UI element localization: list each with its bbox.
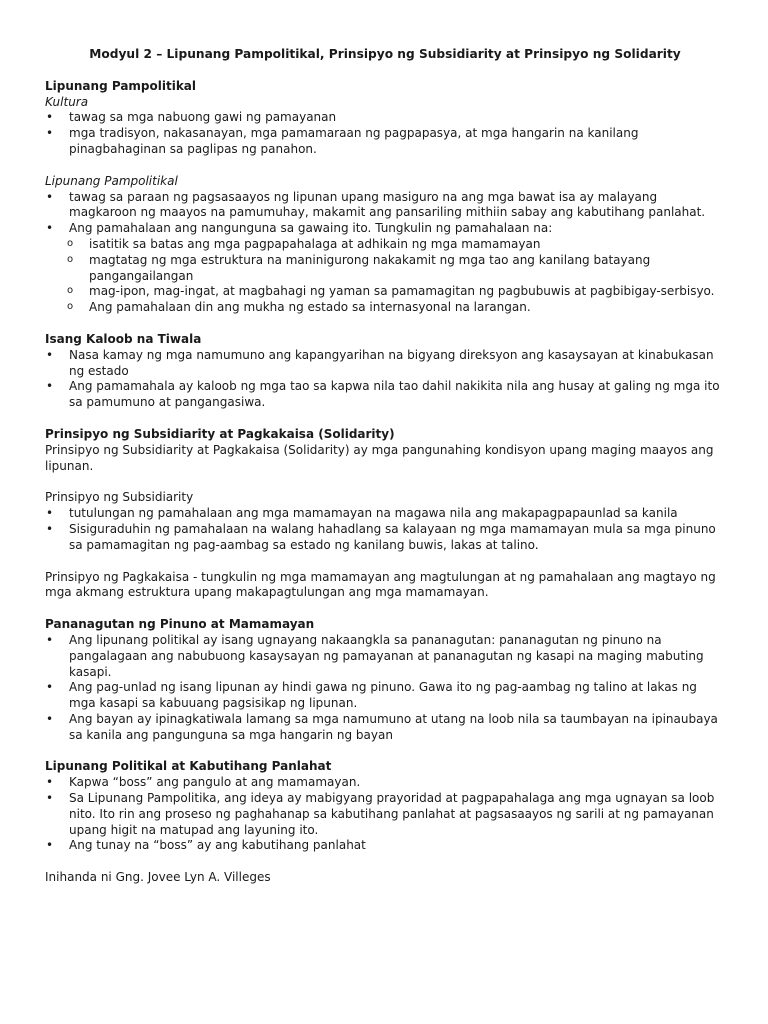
subheading-kultura: Kultura [45,94,89,109]
subsidiarity-intro: Prinsipyo ng Subsidiarity at Pagkakaisa (Solidarity) ay mga pangunahing kondisyon upang maging maayos ang lipunan. [45,442,714,473]
list-item: • tawag sa paraan ng pagsasaayos ng lipunan upang masiguro na ang mga bawat isa ay malayang magkaroon ng maayos na pamumuhay, makamit ang pansariling mithiin sabay ang kabutihang panlahat. [45,190,725,222]
list-item: • Ang lipunang politikal ay isang ugnayang nakaangkla sa pananagutan: pananagutan ng pinuno na pangalagaan ang nabubuong kasaysayan ng pamayanan at pananagutan ng kasapi na maging mabuting kasapi. [45,633,725,680]
list-item: • Sa Lipunang Pampolitika, ang ideya ay mabigyang prayoridad at pagpapahalaga ang mga ugnayan sa loob nito. Ito rin ang proseso ng paghahanap sa kabutihang panlahat at pagsasaayos ng sarili at ng pamayanan upang higit na matupad ang layuning ito. [45,791,725,838]
list-item-text: Ang pamahalaan ang nangunguna sa gawaing ito. Tungkulin ng pamahalaan na: [69,221,553,236]
list-item: • mga tradisyon, nakasanayan, mga pamamaraan ng pagpapasya, at mga hangarin na kanilang pinagbahaginan sa paglipas ng panahon. [45,126,725,158]
list-item: • Ang bayan ay ipinagkatiwala lamang sa mga namumuno at utang na loob nila sa taumbayan na ipinaubaya sa kanila ang pangunguna sa mga hangarin ng bayan [45,712,725,744]
list-item: • Ang pag-unlad ng isang lipunan ay hindi gawa ng pinuno. Gawa ito ng pag-aambag ng talino at lakas ng mga kasapi sa kabuuang pagsisikap ng lipunan. [45,680,725,712]
kaloob-list [45,348,725,411]
subsidiarity-list [45,506,725,553]
lipunang-pampolitikal-list [45,190,725,316]
pananagutan-list [45,633,725,744]
list-item: • tutulungan ng pamahalaan ang mga mamamayan na magawa nila ang makapagpapaunlad sa kanila [45,506,725,522]
list-item: • Sisiguraduhin ng pamahalaan na walang hahadlang sa kalayaan ng mga mamamayan mula sa mga pinuno sa pamamagitan ng pag-aambag sa estado ng kanilang buwis, lakas at talino. [45,522,725,554]
tungkulin-sublist [45,237,725,316]
list-item [45,221,725,316]
heading-isang-kaloob: Isang Kaloob na Tiwala [45,331,202,346]
document-page [45,47,725,886]
list-item: • Ang pamamahala ay kaloob ng mga tao sa kapwa nila tao dahil nakikita nila ang husay at galing ng mga ito sa pamumuno at pangangasiwa. [45,379,725,411]
heading-kabutihang-panlahat: Lipunang Politikal at Kabutihang Panlahat [45,759,332,774]
list-item: • Kapwa “boss” ang pangulo at ang mamamayan. [45,775,725,791]
list-item: • Ang tunay na “boss” ay ang kabutihang panlahat [45,838,725,854]
list-item: • Nasa kamay ng mga namumuno ang kapangyarihan na bigyang direksyon ang kasaysayan at kinabukasan ng estado [45,348,725,380]
heading-subsidiarity: Prinsipyo ng Subsidiarity at Pagkakaisa (Solidarity) [45,426,395,441]
subheading-subsidiarity: Prinsipyo ng Subsidiarity [45,490,194,505]
sub-list-item: o Ang pamahalaan din ang mukha ng estado sa internasyonal na larangan. [45,300,725,316]
sub-list-item: o magtatag ng mga estruktura na maninigurong nakakamit ng mga tao ang kanilang batayang pangangailangan [45,253,725,285]
heading-lipunang-pampolitikal: Lipunang Pampolitikal [45,78,197,93]
sub-list-item: o isatitik sa batas ang mga pagpapahalaga at adhikain ng mga mamamayan [45,237,725,253]
author-credit: Inihanda ni Gng. Jovee Lyn A. Villeges [45,870,271,885]
list-item: • tawag sa mga nabuong gawi ng pamayanan [45,110,725,126]
subheading-lipunang-pampolitikal: Lipunang Pampolitikal [45,173,178,188]
kultura-list [45,110,725,157]
pagkakaisa-paragraph: Prinsipyo ng Pagkakaisa - tungkulin ng mga mamamayan ang magtulungan at ng pamahalaan ang magtayo ng mga akmang estruktura upang makapagtulungan ang mga mamamayan. [45,569,716,600]
sub-list-item: o mag-ipon, mag-ingat, at magbahagi ng yaman sa pamamagitan ng pagbubuwis at pagbibigay-serbisyo. [45,284,725,300]
heading-pananagutan: Pananagutan ng Pinuno at Mamamayan [45,617,315,632]
kabutihang-panlahat-list [45,775,725,854]
document-title: Modyul 2 – Lipunang Pampolitikal, Prinsipyo ng Subsidiarity at Prinsipyo ng Solidarity [89,47,681,61]
